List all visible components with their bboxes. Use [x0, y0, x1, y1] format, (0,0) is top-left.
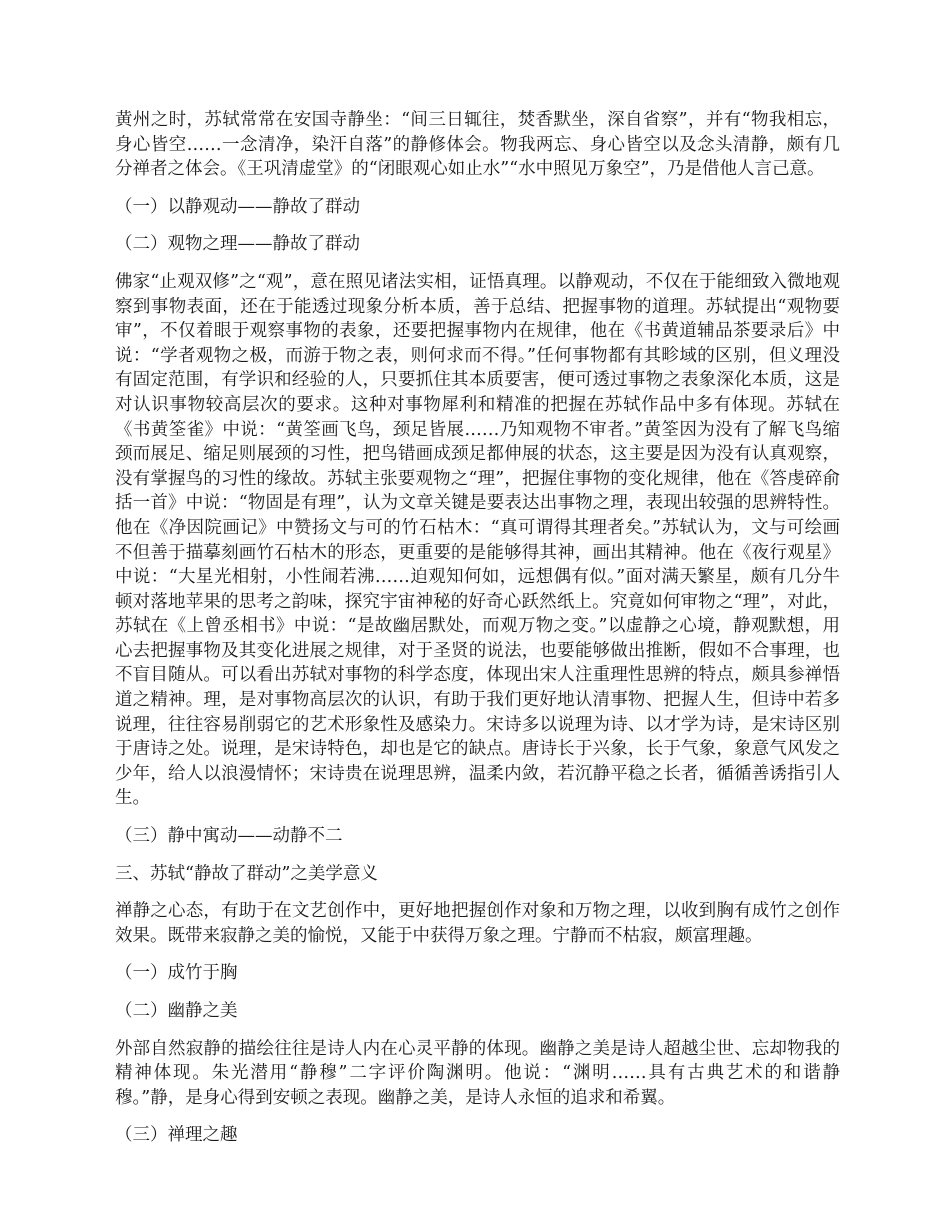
chapter-heading: 三、苏轼“静故了群动”之美学意义: [115, 863, 378, 884]
section-heading: （一）以静观动——静故了群动: [115, 196, 360, 217]
section-heading: （一）成竹于胸: [115, 963, 238, 984]
document-page: [115, 108, 840, 1161]
paragraph-body: 外部自然寂静的描绘往往是诗人内在心灵平静的体现。幽静之美是诗人超越尘世、忘却物我的精神体现。朱光潜用“静穆”二字评价陶渊明。他说：“渊明……具有古典艺术的和谐静穆。”静，是身心得到安顿之表现。幽静之美，是诗人永恒的追求和希翼。: [115, 1038, 840, 1108]
section-heading: （三）静中寓动——动静不二: [115, 826, 343, 847]
paragraph-intro: 黄州之时，苏轼常常在安国寺静坐：“间三日辄往，焚香默坐，深自省察”，并有“物我相忘，身心皆空……一念清净，染汗自落”的静修体会。物我两忘、身心皆空以及念头清静，颇有几分禅者之体会。《王巩清虚堂》的“闭眼观心如止水”“水中照见万象空”，乃是借他人言己意。: [115, 110, 840, 180]
section-heading: （三）禅理之趣: [115, 1125, 238, 1146]
paragraph-body: 禅静之心态，有助于在文艺创作中，更好地把握创作对象和万物之理，以收到胸有成竹之创作效果。既带来寂静之美的愉悦，又能于中获得万象之理。宁静而不枯寂，颇富理趣。: [115, 901, 840, 946]
paragraph-body: 佛家“止观双修”之“观”，意在照见诸法实相，证悟真理。以静观动，不仅在于能细致入微地观察到事物表面，还在于能透过现象分析本质，善于总结、把握事物的道理。苏轼提出“观物要审”，不仅着眼于观察事物的表象，还要把握事物内在规律，他在《书黄道辅品茶要录后》中说：“学者观物之极，而游于物之表，则何求而不得。”任何事物都有其畛域的区别，但义理没有固定范围，有学识和经验的人，只要抓住其本质要害，便可透过事物之表象深化本质，这是对认识事物较高层次的要求。这种对事物犀利和精准的把握在苏轼作品中多有体现。苏轼在《书黄筌雀》中说：“黄筌画飞鸟，颈足皆展……乃知观物不审者。”黄筌因为没有了解飞鸟缩颈而展足、缩足则展颈的习性，把鸟错画成颈足都伸展的状态，这主要是因为没有认真观察，没有掌握鸟的习性的缘故。苏轼主张要观物之“理”，把握住事物的变化规律，他在《答虔碎俞括一首》中说：“物固是有理”，认为文章关键是要表达出事物之理，表现出较强的思辨特性。他在《净因院画记》中赞扬文与可的竹石枯木：“真可谓得其理者矣。”苏轼认为，文与可绘画不但善于描摹刻画竹石枯木的形态，更重要的是能够得其神，画出其精神。他在《夜行观星》中说：“大星光相射，小性闹若沸……迫观知何如，远想偶有似。”面对满天繁星，颇有几分牛顿对落地苹果的思考之韵味，探究宇宙神秘的好奇心跃然纸上。究竟如何审物之“理”，对此，苏轼在《上曾丞相书》中说：“是故幽居默处，而观万物之变。”以虚静之心境，静观默想，用心去把握事物及其变化进展之规律，对于圣贤的说法，也要能够做出推断，假如不合事理，也不盲目随从。可以看出苏轼对事物的科学态度，体现出宋人注重理性思辨的特点，颇具参禅悟道之精神。理，是对事物高层次的认识，有助于我们更好地认清事物、把握人生，但诗中若多说理，往往容易削弱它的艺术形象性及感染力。宋诗多以说理为诗、以才学为诗，是宋诗区别于唐诗之处。说理，是宋诗特色，却也是它的缺点。唐诗长于兴象，长于气象，象意气风发之少年，给人以浪漫情怀；宋诗贵在说理思辨，温柔内敛，若沉静平稳之长者，循循善诱指引人生。: [115, 271, 840, 809]
section-heading: （二）幽静之美: [115, 1001, 238, 1021]
section-heading: （二）观物之理——静故了群动: [115, 234, 360, 255]
